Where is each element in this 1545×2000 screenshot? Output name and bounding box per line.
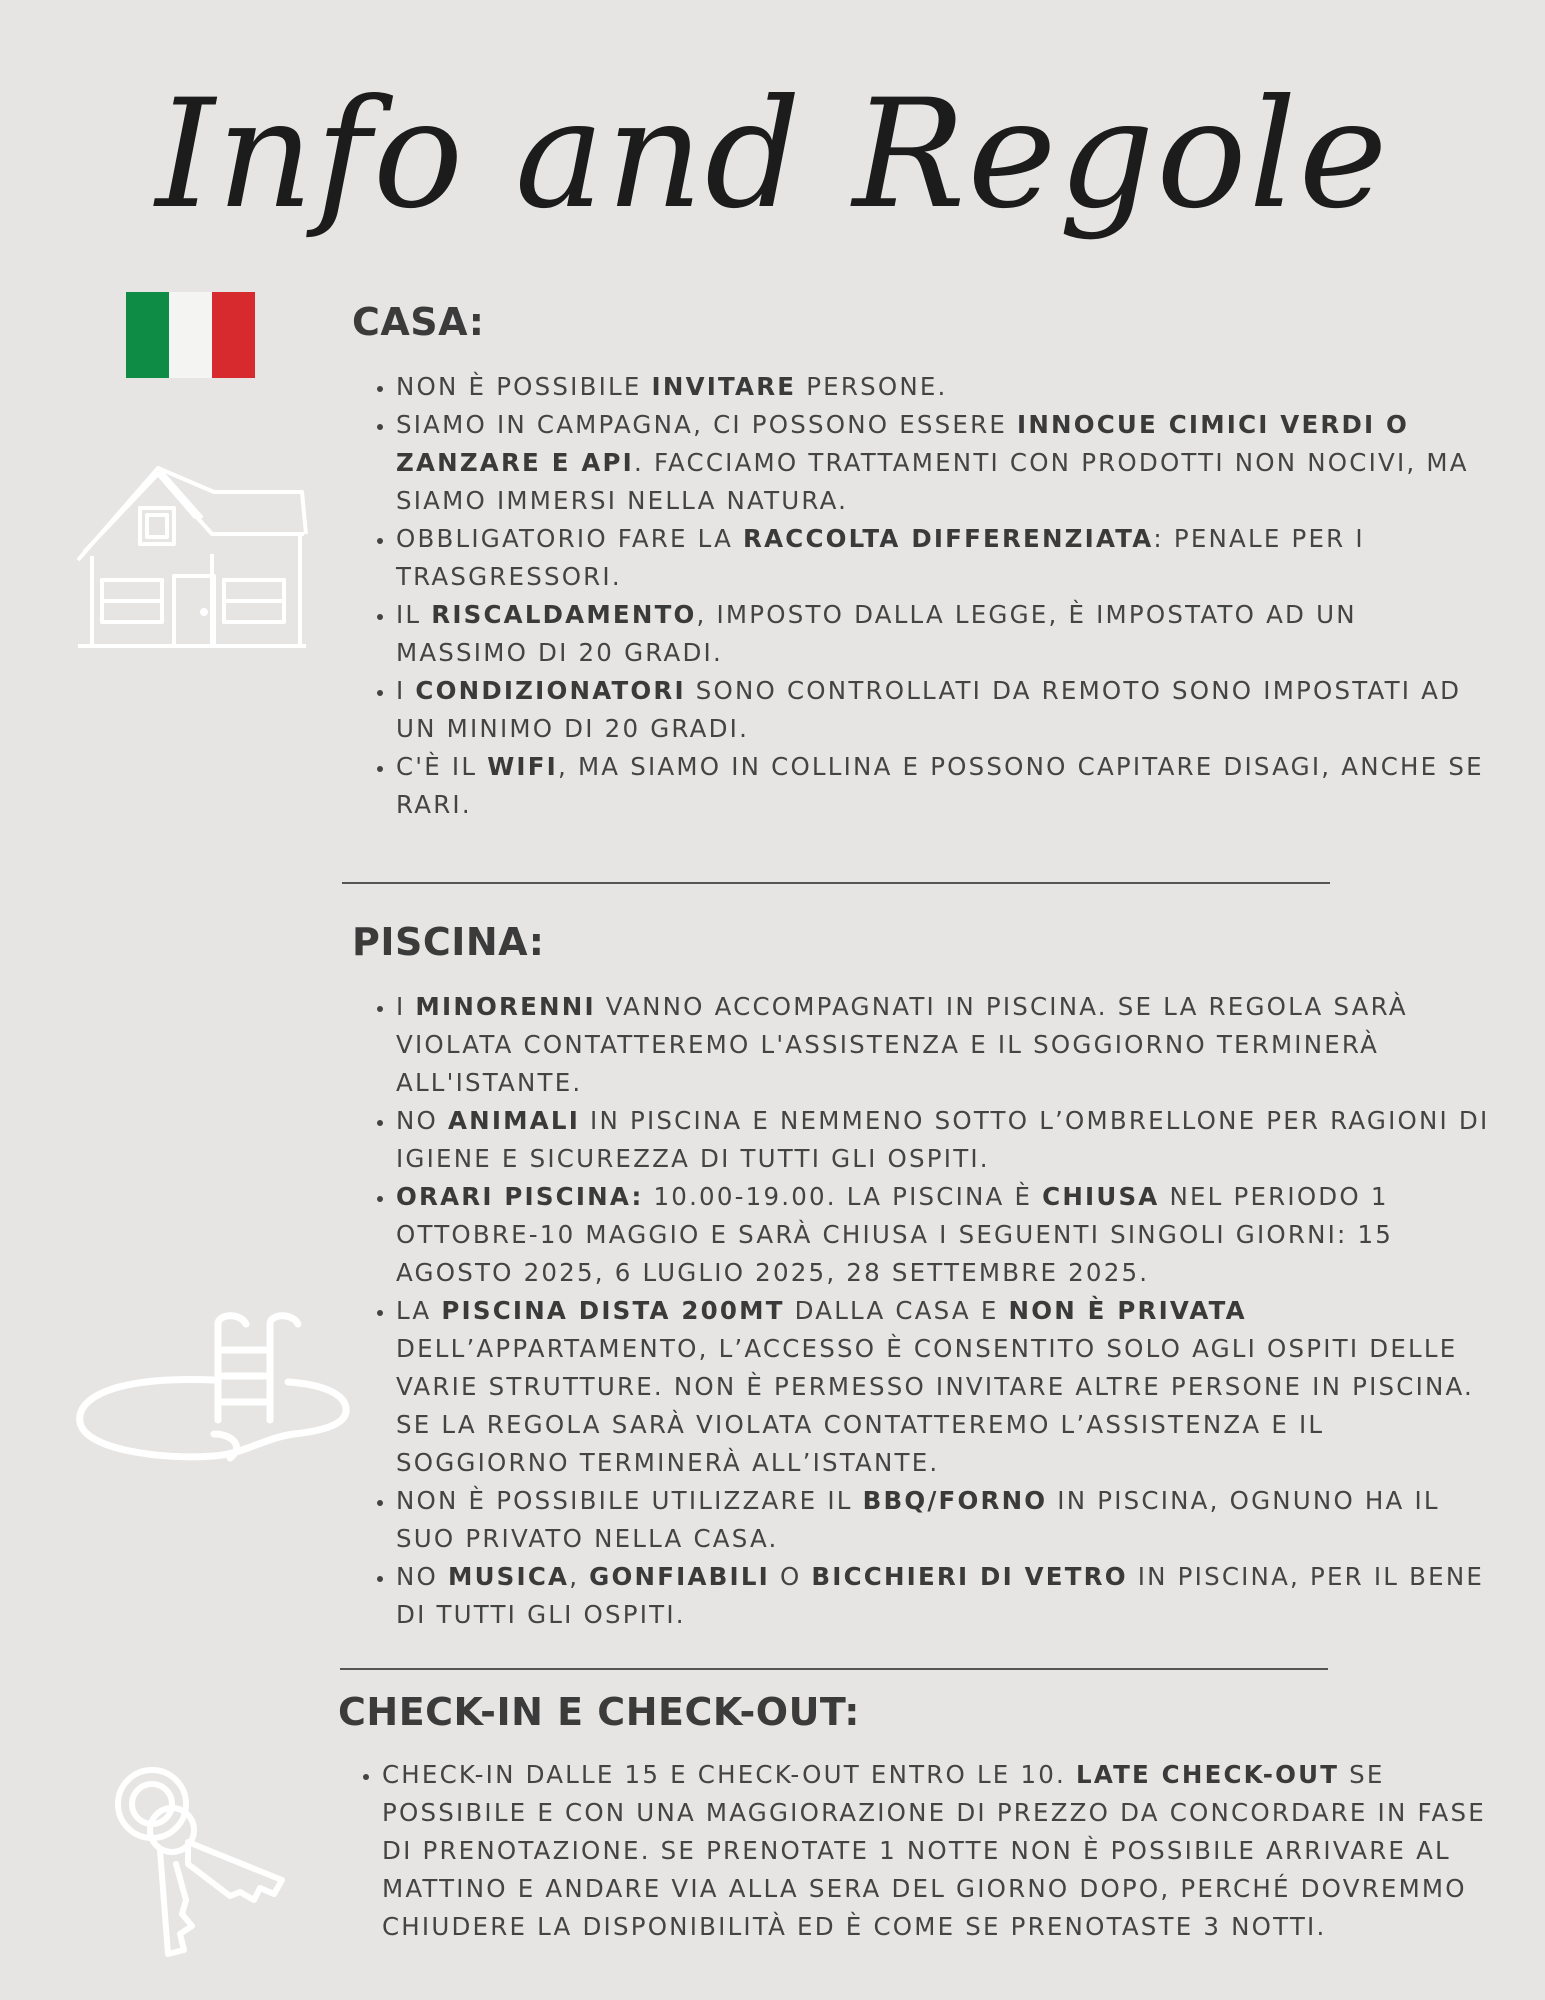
bold-text: INVITARE	[651, 372, 797, 401]
list-item	[396, 1292, 1492, 1482]
text: : PENALE PER I TRASGRESSORI.	[396, 524, 1365, 591]
bold-text: PISCINA DISTA 200MT	[441, 1296, 785, 1325]
pool-icon	[74, 1310, 352, 1472]
list-item	[396, 596, 1492, 672]
text: . FACCIAMO TRATTAMENTI CON PRODOTTI NON NOCIVI, MA SIAMO IMMERSI NELLA NATURA.	[396, 448, 1469, 515]
section-heading: CASA:	[352, 300, 485, 344]
list-item	[396, 1482, 1492, 1558]
list-item	[396, 1102, 1492, 1178]
bold-text: CHIUSA	[1042, 1182, 1160, 1211]
bold-text: BBQ/FORNO	[862, 1486, 1048, 1515]
bold-text: CONDIZIONATORI	[415, 676, 686, 705]
bold-text: ANIMALI	[448, 1106, 581, 1135]
list-item	[396, 988, 1492, 1102]
text: IN PISCINA, OGNUNO HA IL SUO PRIVATO NELLA CASA.	[396, 1486, 1440, 1553]
list-item	[396, 406, 1492, 520]
bold-text: INNOCUE CIMICI VERDI O ZANZARE E API	[396, 410, 1410, 477]
text: VANNO ACCOMPAGNATI IN PISCINA. SE LA REGOLA SARÀ VIOLATA CONTATTEREMO L'ASSISTENZA E IL SOGGIORNO TERMINERÀ ALL'ISTANTE.	[396, 992, 1408, 1097]
list-item	[396, 520, 1492, 596]
bold-text: ORARI PISCINA:	[396, 1182, 644, 1211]
bold-text: MUSICA	[448, 1562, 570, 1591]
section-heading: CHECK-IN E CHECK-OUT:	[338, 1690, 860, 1734]
text: SONO CONTROLLATI DA REMOTO SONO IMPOSTATI AD UN MINIMO DI 20 GRADI.	[396, 676, 1462, 743]
text: DELL’APPARTAMENTO, L’ACCESSO È CONSENTITO SOLO AGLI OSPITI DELLE VARIE STRUTTURE. NON È PERMESSO INVITARE ALTRE PERSONE IN PISCINA. SE LA REGOLA SARÀ VIOLATA CONTATTEREMO L’ASSISTENZA E IL SOGGIORNO TERMINERÀ ALL’ISTANTE.	[396, 1334, 1475, 1477]
bold-text: NON È PRIVATA	[1008, 1296, 1247, 1325]
text: DALLA CASA E	[784, 1296, 1009, 1325]
text: NO	[396, 1562, 448, 1591]
bold-text: WIFI	[487, 752, 558, 781]
text: SE POSSIBILE E CON UNA MAGGIORAZIONE DI PREZZO DA CONCORDARE IN FASE DI PRENOTAZIONE. SE PRENOTATE 1 NOTTE NON È POSSIBILE ARRIVARE AL MATTINO E ANDARE VIA ALLA SERA DEL GIORNO DOPO, PERCHÉ DOVREMMO CHIUDERE LA DISPONIBILITÀ ED È COME SE PRENOTASTE 3 NOTTI.	[382, 1760, 1486, 1941]
section-piscina	[352, 920, 1492, 1634]
text: NON È POSSIBILE	[396, 372, 652, 401]
text: SIAMO IN CAMPAGNA, CI POSSONO ESSERE	[396, 410, 1017, 439]
house-icon	[74, 462, 310, 652]
list-item	[396, 748, 1492, 824]
text: NON È POSSIBILE UTILIZZARE IL	[396, 1486, 863, 1515]
list-item	[382, 1756, 1488, 1946]
list-item	[396, 368, 1492, 406]
rules-list	[352, 368, 1492, 824]
keys-icon	[106, 1764, 292, 1960]
bold-text: GONFIABILI	[589, 1562, 770, 1591]
text: IN PISCINA, PER IL BENE DI TUTTI GLI OSPITI.	[396, 1562, 1485, 1629]
text: IN PISCINA E NEMMENO SOTTO L’OMBRELLONE PER RAGIONI DI IGIENE E SICUREZZA DI TUTTI GLI OSPITI.	[396, 1106, 1490, 1173]
list-item	[396, 672, 1492, 748]
text: ,	[569, 1562, 590, 1591]
text: 10.00-19.00. LA PISCINA È	[643, 1182, 1043, 1211]
page-title: Info and Regole	[155, 68, 1390, 242]
text: IL	[396, 600, 432, 629]
italian-flag-icon	[126, 292, 255, 378]
bold-text: LATE CHECK-OUT	[1076, 1760, 1340, 1789]
text: NEL PERIODO 1 OTTOBRE-10 MAGGIO E SARÀ CHIUSA I SEGUENTI SINGOLI GIORNI: 15 AGOSTO 2025, 6 LUGLIO 2025, 28 SETTEMBRE 2025.	[396, 1182, 1394, 1287]
text: I	[396, 992, 416, 1021]
text: LA	[396, 1296, 442, 1325]
rules-list	[352, 988, 1492, 1634]
section-checkin	[338, 1690, 1488, 1946]
text: I	[396, 676, 416, 705]
text: NO	[396, 1106, 448, 1135]
section-heading: PISCINA:	[352, 920, 545, 964]
divider	[342, 882, 1330, 884]
rules-list	[338, 1756, 1488, 1946]
bold-text: RISCALDAMENTO	[431, 600, 697, 629]
divider	[340, 1668, 1328, 1670]
list-item	[396, 1178, 1492, 1292]
text: , IMPOSTO DALLA LEGGE, È IMPOSTATO AD UN MASSIMO DI 20 GRADI.	[396, 600, 1357, 667]
text: CHECK-IN DALLE 15 E CHECK-OUT ENTRO LE 10.	[382, 1760, 1077, 1789]
text: C'È IL	[396, 752, 488, 781]
section-casa	[352, 300, 1492, 824]
text: OBBLIGATORIO FARE LA	[396, 524, 744, 553]
text: , MA SIAMO IN COLLINA E POSSONO CAPITARE DISAGI, ANCHE SE RARI.	[396, 752, 1484, 819]
bold-text: MINORENNI	[415, 992, 596, 1021]
bold-text: BICCHIERI DI VETRO	[811, 1562, 1128, 1591]
text: O	[769, 1562, 812, 1591]
list-item	[396, 1558, 1492, 1634]
text: PERSONE.	[796, 372, 948, 401]
bold-text: RACCOLTA DIFFERENZIATA	[743, 524, 1154, 553]
